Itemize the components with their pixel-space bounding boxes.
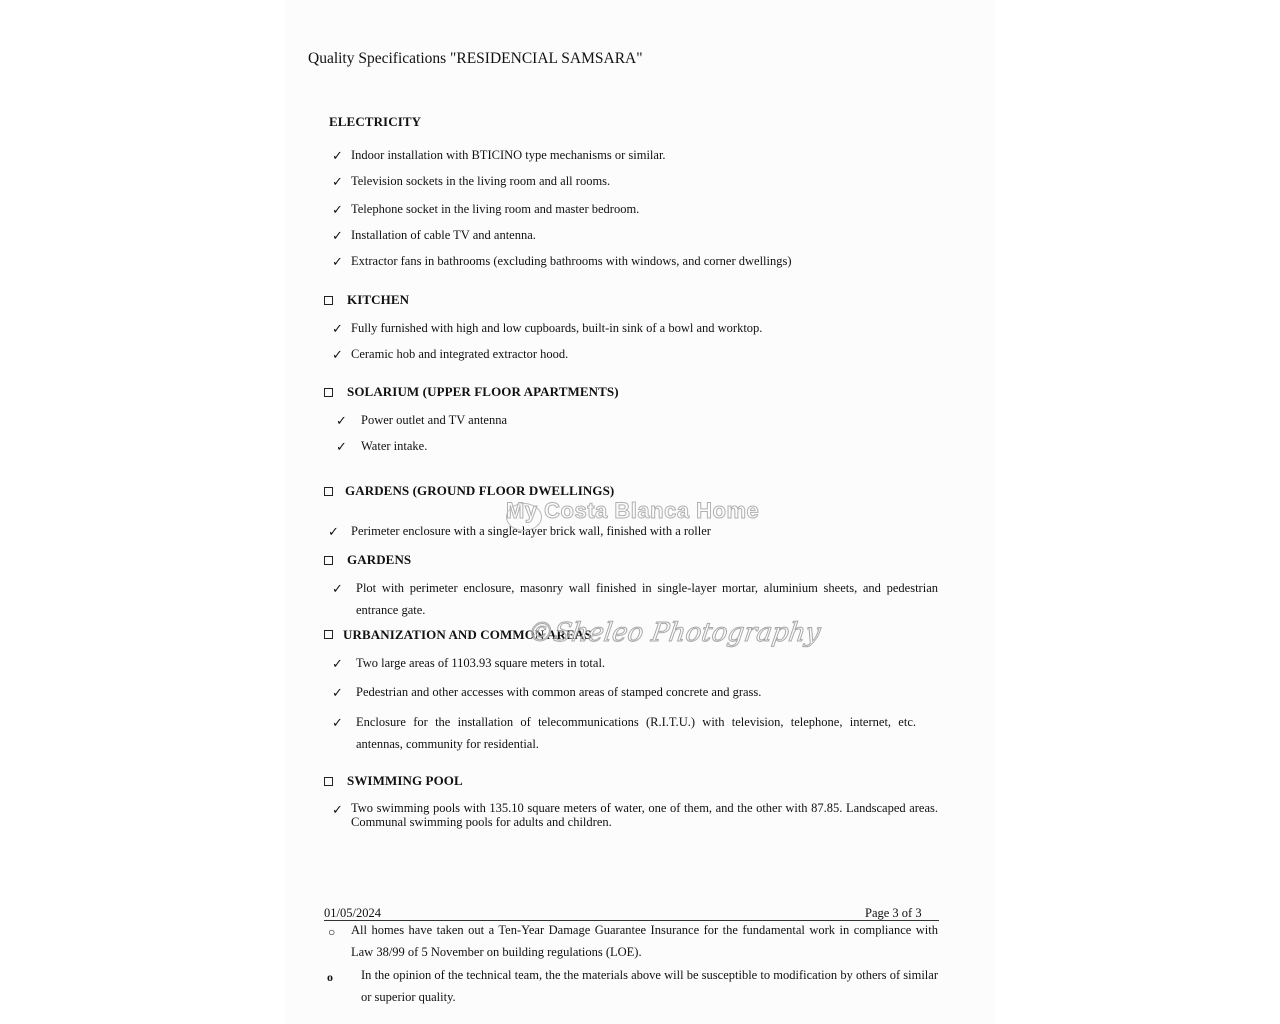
square-bullet-icon [324,487,333,496]
section-heading-gardens-ground: GARDENS (GROUND FLOOR DWELLINGS) [345,483,615,498]
square-bullet-icon [324,296,333,305]
list-item: Installation of cable TV and antenna. [351,228,536,242]
check-mark-icon: ✓ [332,322,343,337]
list-item: Power outlet and TV antenna [361,413,508,427]
check-mark-icon: ✓ [336,440,347,455]
section-heading-kitchen: KITCHEN [347,292,410,307]
list-item: Telephone socket in the living room and master bedroom. [351,202,640,216]
square-bullet-icon [324,630,333,639]
check-mark-icon: ✓ [332,203,343,218]
check-mark-icon: ✓ [332,348,343,363]
list-item: Enclosure for the installation of telecommunications (R.I.T.U.) with television, telephone, internet, etc. antennas, community for residential. [356,715,916,751]
section-heading-swimming-pool: SWIMMING POOL [347,773,463,788]
list-item: Water intake. [361,439,428,453]
check-mark-icon: ✓ [332,582,343,597]
footer-note: In the opinion of the technical team, the the materials above will be susceptible to modification by others of similar or superior quality. [361,968,938,1004]
list-item: Extractor fans in bathrooms (excluding bathrooms with windows, and corner dwellings) [351,254,792,268]
list-item: Pedestrian and other accesses with common areas of stamped concrete and grass. [356,685,762,699]
check-mark-icon: ✓ [332,803,343,818]
watermark-primary: My Costa Blanca Home [506,498,760,523]
check-mark-icon: ✓ [332,149,343,164]
circle-bullet-icon: ○ [328,925,336,939]
footer-date: 01/05/2024 [324,906,381,920]
section-heading-solarium: SOLARIUM (UPPER FLOOR APARTMENTS) [347,384,619,399]
watermark-secondary: ©Sheleo Photography [525,618,823,648]
list-item: Two large areas of 1103.93 square meters in total. [356,656,606,670]
section-heading-gardens: GARDENS [347,552,412,567]
section-heading-electricity: ELECTRICITY [329,114,422,129]
footer-page-number: Page 3 of 3 [865,906,922,920]
list-item: Fully furnished with high and low cupboards, built-in sink of a bowl and worktop. [351,321,763,335]
check-mark-icon: ✓ [332,686,343,701]
check-mark-icon: ✓ [336,414,347,429]
square-bullet-icon [324,777,333,786]
list-item: Plot with perimeter enclosure, masonry wall finished in single-layer mortar, aluminium sheets, and pedestrian entrance gate. [356,581,938,617]
circle-bullet-icon: o [327,970,333,984]
square-bullet-icon [324,556,333,565]
check-mark-icon: ✓ [332,255,343,270]
footer-note: All homes have taken out a Ten-Year Damage Guarantee Insurance for the fundamental work in compliance with Law 38/99 of 5 November on building regulations (LOE). [351,923,938,959]
check-mark-icon: ✓ [332,657,343,672]
list-item: Indoor installation with BTICINO type mechanisms or similar. [351,148,666,162]
check-mark-icon: ✓ [332,716,343,731]
section-heading-urbanization: URBANIZATION AND COMMON AREAS [343,627,592,642]
square-bullet-icon [324,388,333,397]
list-item: Television sockets in the living room and all rooms. [351,174,611,188]
list-item: Two swimming pools with 135.10 square meters of water, one of them, and the other with 87.85. Landscaped areas. Communal swimming pools for adults and children. [351,801,938,829]
document-title: Quality Specifications "RESIDENCIAL SAMSARA" [308,50,643,67]
list-item: Ceramic hob and integrated extractor hood. [351,347,569,361]
check-mark-icon: ✓ [332,229,343,244]
check-mark-icon: ✓ [328,525,339,540]
list-item: Perimeter enclosure with a single-layer brick wall, finished with a roller [351,524,711,538]
check-mark-icon: ✓ [332,175,343,190]
